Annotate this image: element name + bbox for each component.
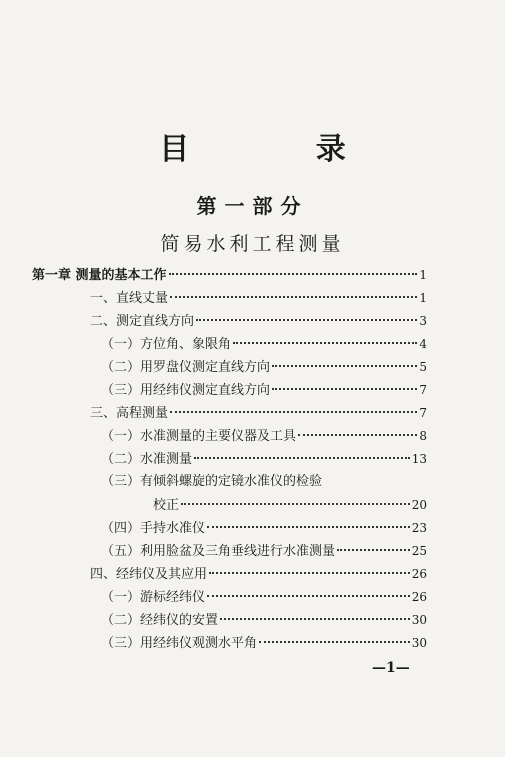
page-number: —1— [372,660,410,676]
part-subtitle: 简易水利工程测量 [160,233,345,255]
toc-entry: （二）经纬仪的安置 30 [101,613,427,628]
toc-entry: （三）用经纬仪测定直线方向 7 [101,383,427,398]
toc-entry: （二）用罗盘仪测定直线方向 5 [101,360,427,375]
toc-entry: 三、高程测量 7 [90,406,427,421]
toc-entry: 校正 20 [153,498,427,513]
toc-entry-chapter-1: 第一章 测量的基本工作 1 [32,268,427,283]
toc-entry: （一）游标经纬仪 26 [101,590,427,605]
toc-entry: 一、直线丈量 1 [90,291,427,306]
toc-entry: 二、测定直线方向 3 [90,314,427,329]
toc-title: 目 录 [159,132,404,167]
toc-entry: （四）手持水准仪 23 [101,521,427,536]
toc-entry: （五）利用脸盆及三角垂线进行水准测量 25 [101,544,427,559]
toc-entry: 四、经纬仪及其应用 26 [90,567,427,582]
toc-entry: （一）方位角、象限角 4 [101,337,427,352]
toc-entry-continued: （三）有倾斜螺旋的定镜水准仪的检验 [101,474,323,489]
toc-entry: （二）水准测量 13 [101,452,427,467]
part-heading: 第一部分 [196,194,309,218]
toc-entry: （三）用经纬仪观测水平角 30 [101,636,427,651]
toc-entry: （一）水准测量的主要仪器及工具 8 [101,429,427,444]
